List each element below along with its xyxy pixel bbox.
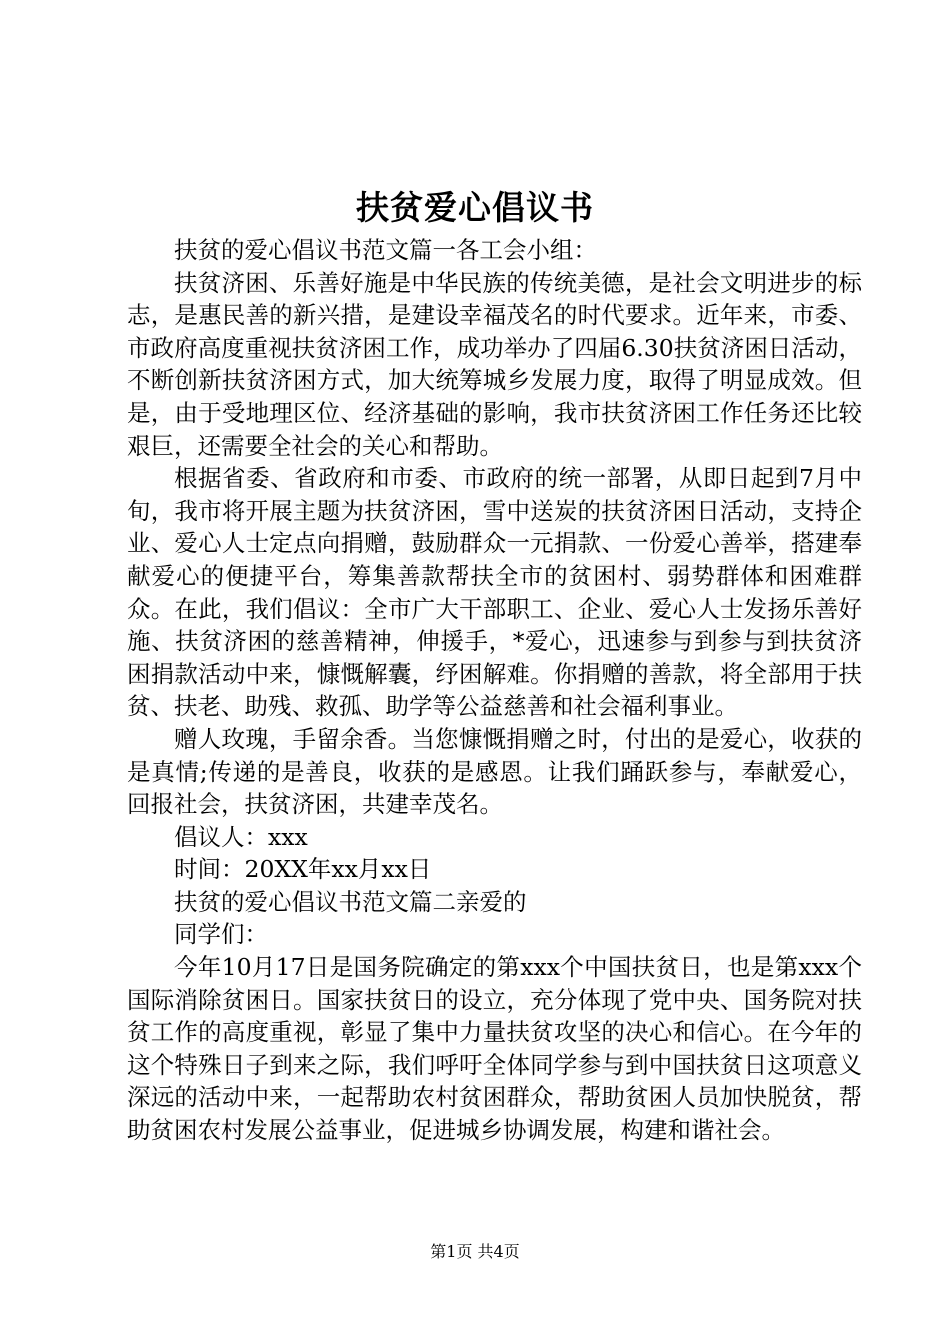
paragraph-deployment: 根据省委、省政府和市委、市政府的统一部署，从即日起到7月中旬，我市将开展主题为扶贫济困，雪中送炭的扶贫济困日活动，支持企业、爱心人士定点向捐赠，鼓励群众一元捐款、一份爱心善举，搭建奉献爱心的便捷平台，筹集善款帮扶全市的贫困村、弱势群体和困难群众。在此，我们倡议：全市广大干部职工、企业、爱心人士发扬乐善好施、扶贫济困的慈善精神，伸援手，*爱心，迅速参与到参与到扶贫济困捐款活动中来，慷慨解囊，纾困解难。你捐赠的善款，将全部用于扶贫、扶老、助残、救孤、助学等公益慈善和社会福利事业。 [127, 464, 862, 721]
paragraph-roses: 赠人玫瑰，手留余香。当您慷慨捐赠之时，付出的是爱心，收获的是真情;传递的是善良，收获的是感恩。让我们踊跃参与，奉献爱心，回报社会，扶贫济困，共建幸茂名。 [127, 724, 862, 819]
signature-proposer: 倡议人：xxx [174, 822, 308, 851]
document-title: 扶贫爱心倡议书 [356, 188, 594, 227]
paragraph-poverty-day: 今年10月17日是国务院确定的第xxx个中国扶贫日，也是第xxx个国际消除贫困日。国家扶贫日的设立，充分体现了党中央、国务院对扶贫工作的高度重视，彰显了集中力量扶贫攻坚的决心和信心。在今年的这个特殊日子到来之际，我们呼吁全体同学参与到中国扶贫日这项意义深远的活动中来，一起帮助农村贫困群众，帮助贫困人员加快脱贫，帮助贫困农村发展公益事业，促进城乡协调发展，构建和谐社会。 [127, 953, 862, 1145]
signature-date: 时间：20XX年xx月xx日 [174, 855, 432, 884]
paragraph-tradition: 扶贫济困、乐善好施是中华民族的传统美德，是社会文明进步的标志，是惠民善的新兴措，是建设幸福茂名的时代要求。近年来，市委、市政府高度重视扶贫济困工作，成功举办了四届6.30扶贫济困日活动，不断创新扶贫济困方式，加大统筹城乡发展力度，取得了明显成效。但是，由于受地理区位、经济基础的影响，我市扶贫济困工作任务还比较艰巨，还需要全社会的关心和帮助。 [127, 268, 862, 460]
paragraph-salutation: 同学们： [174, 920, 268, 949]
paragraph-second-heading: 扶贫的爱心倡议书范文篇二亲爱的 [174, 887, 527, 916]
page-footer: 第1页 共4页 [430, 1242, 520, 1261]
document-body [127, 234, 862, 1147]
paragraph-intro-heading: 扶贫的爱心倡议书范文篇一各工会小组： [174, 236, 597, 264]
